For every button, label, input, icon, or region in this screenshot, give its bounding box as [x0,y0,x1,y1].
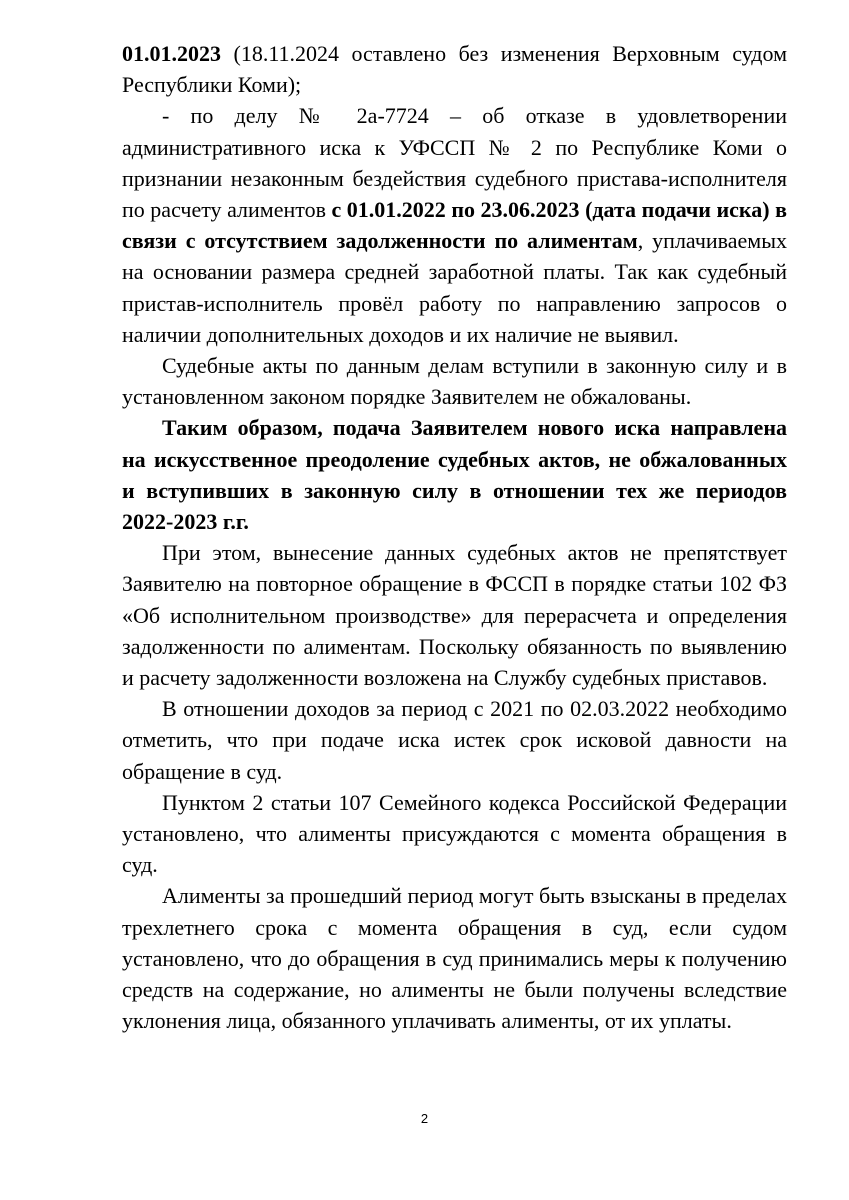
text-run: , уплачиваемых на основании размера средней заработной платы. Так как судебный пристав-исполнитель провёл работу по направлению запросов о наличии дополнительных доходов и их наличие не выявил. [122,228,787,347]
paragraph-p1 [122,38,787,100]
text-run: (18.11.2024 оставлено без изменения Верховным судом Республики Коми); [122,41,787,98]
text-run: Пунктом 2 статьи 107 Семейного кодекса Российской Федерации установлено, что алименты присуждаются с момента обращения в суд. [122,789,787,878]
text-run: Таким образом, подача Заявителем нового иска направлена на искусственное преодоление судебных актов, не обжалованных и вступивших в законную силу в отношении тех же периодов 2022-2023 г.г. [122,415,787,535]
page-number: 2 [420,1111,429,1126]
document-body [122,38,787,1037]
paragraph-p5 [122,537,787,693]
text-run: с 01.01.2022 по 23.06.2023 (дата подачи иска) в связи с отсутствием задолженности по алиментам [122,197,787,254]
paragraph-p7 [122,787,787,881]
paragraph-p3 [122,350,787,412]
paragraph-p4 [122,412,787,537]
paragraph-p2 [122,100,787,350]
text-run: В отношении доходов за период с 2021 по 02.03.2022 необходимо отметить, что при подаче иска истек срок исковой давности на обращение в суд. [122,696,787,784]
text-run: 01.01.2023 [122,41,221,66]
text-run: Судебные акты по данным делам вступили в законную силу и в установленном законом порядке Заявителем не обжалованы. [122,353,787,410]
text-run: При этом, вынесение данных судебных актов не препятствует Заявителю на повторное обращение в ФССП в порядке статьи 102 ФЗ «Об исполнительном производстве» для перерасчета и определения задолженности по алиментам. Поскольку обязанность по выявлению и расчету задолженности возложена на Службу судебных приставов. [122,540,787,691]
text-run: - по делу № 2а-7724 – об отказе в удовлетворении административного иска к УФССП № 2 по Республике Коми о признании незаконным бездействия судебного пристава-исполнителя по расчету алиментов [122,103,787,223]
text-run: Алименты за прошедший период могут быть взысканы в пределах трехлетнего срока с момента обращения в суд, если судом установлено, что до обращения в суд принимались меры к получению средств на содержание, но алименты не были получены вследствие уклонения лица, обязанного уплачивать алименты, от их уплаты. [122,883,787,1034]
paragraph-p8 [122,880,787,1036]
paragraph-p6 [122,693,787,787]
